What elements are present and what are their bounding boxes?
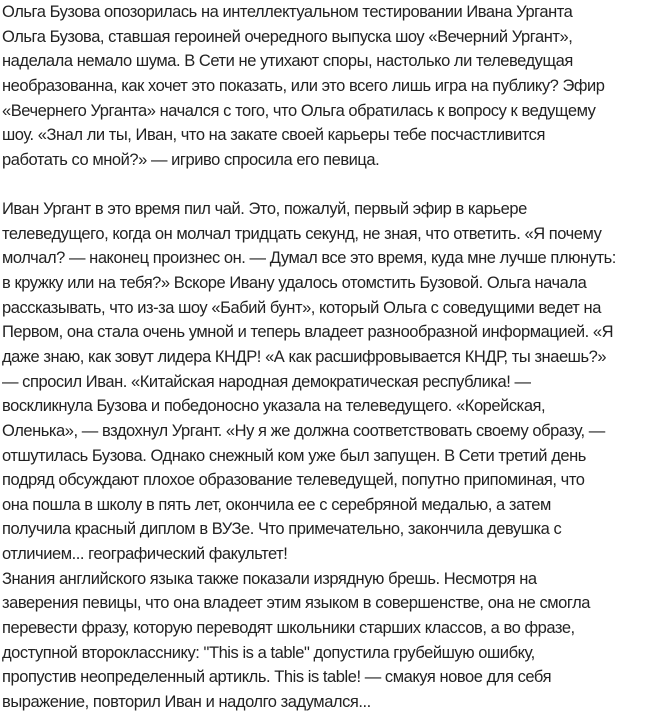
text-line: шоу. «Знал ли ты, Иван, что на закате своей карьеры тебе посчастливится [2,126,545,145]
text-line: подряд обсуждают плохое образование телеведущей, попутно припоминая, что [2,471,585,490]
text-line: пропустив неопределенный артикль. This is table! — смакуя новое для себя [2,668,552,687]
text-line: работать со мной?» — игриво спросила его певица. [2,150,380,169]
paragraph-interview [2,197,670,567]
text-line: получила красный диплом в ВУЗе. Что примечательно, закончила девушка с [2,520,562,539]
text-line: воскликнула Бузова и победоносно указала на телеведущего. «Корейская, [2,397,546,416]
text-line: Ольга Бузова, ставшая героиней очередного выпуска шоу «Вечерний Ургант», [2,27,573,46]
paragraph-spacer [2,172,670,197]
text-line: наделала немало шума. В Сети не утихают споры, настолько ли телеведущая [2,52,573,71]
text-line: выражение, повторил Иван и надолго задумался... [2,692,371,711]
text-line: Знания английского языка также показали изрядную брешь. Несмотря на [2,569,537,588]
paragraph-english [2,567,670,715]
text-line: она пошла в школу в пять лет, окончила ее с серебряной медалью, а затем [2,495,551,514]
text-line: — спросил Иван. «Китайская народная демократическая республика! — [2,372,531,391]
text-line: доступной второкласснику: "This is a table" допустила грубейшую ошибку, [2,643,535,662]
text-line: «Вечернего Урганта» начался с того, что Ольга обратилась к вопросу к ведущему [2,101,596,120]
text-line: Первом, она стала очень умной и теперь владеет разнообразной информацией. «Я [2,323,614,342]
text-line: заверения певицы, что она владеет этим языком в совершенстве, она не смогла [2,594,590,613]
text-line: Иван Ургант в это время пил чай. Это, пожалуй, первый эфир в карьере [2,200,527,219]
text-line: перевести фразу, которую переводят школьники старших классов, а во фразе, [2,619,575,638]
text-line: в кружку или на тебя?» Вскоре Ивану удалось отомстить Бузовой. Ольга начала [2,274,587,293]
article-title: Ольга Бузова опозорилась на интеллектуальном тестировании Ивана Урганта [2,3,573,21]
text-line: молчал? — наконец произнес он. — Думал все это время, куда мне лучше плюнуть: [2,249,616,268]
paragraph-intro [2,25,670,173]
text-line: Оленька», — вздохнул Ургант. «Ну я же должна соответствовать своему образу, — [2,421,605,440]
text-line: рассказывать, что из-за шоу «Бабий бунт», который Ольга с соведущими ведет на [2,298,601,317]
text-line: телеведущего, когда он молчал тридцать секунд, не зная, что ответить. «Я почему [2,224,602,243]
text-line: необразованна, как хочет это показать, или это всего лишь игра на публику? Эфир [2,76,605,95]
text-line: отшутилась Бузова. Однако снежный ком уже был запущен. В Сети третий день [2,446,586,465]
text-line: даже знаю, как зовут лидера КНДР! «А как расшифровывается КНДР, ты знаешь?» [2,347,607,366]
text-line: отличием... географический факультет! [2,545,288,564]
